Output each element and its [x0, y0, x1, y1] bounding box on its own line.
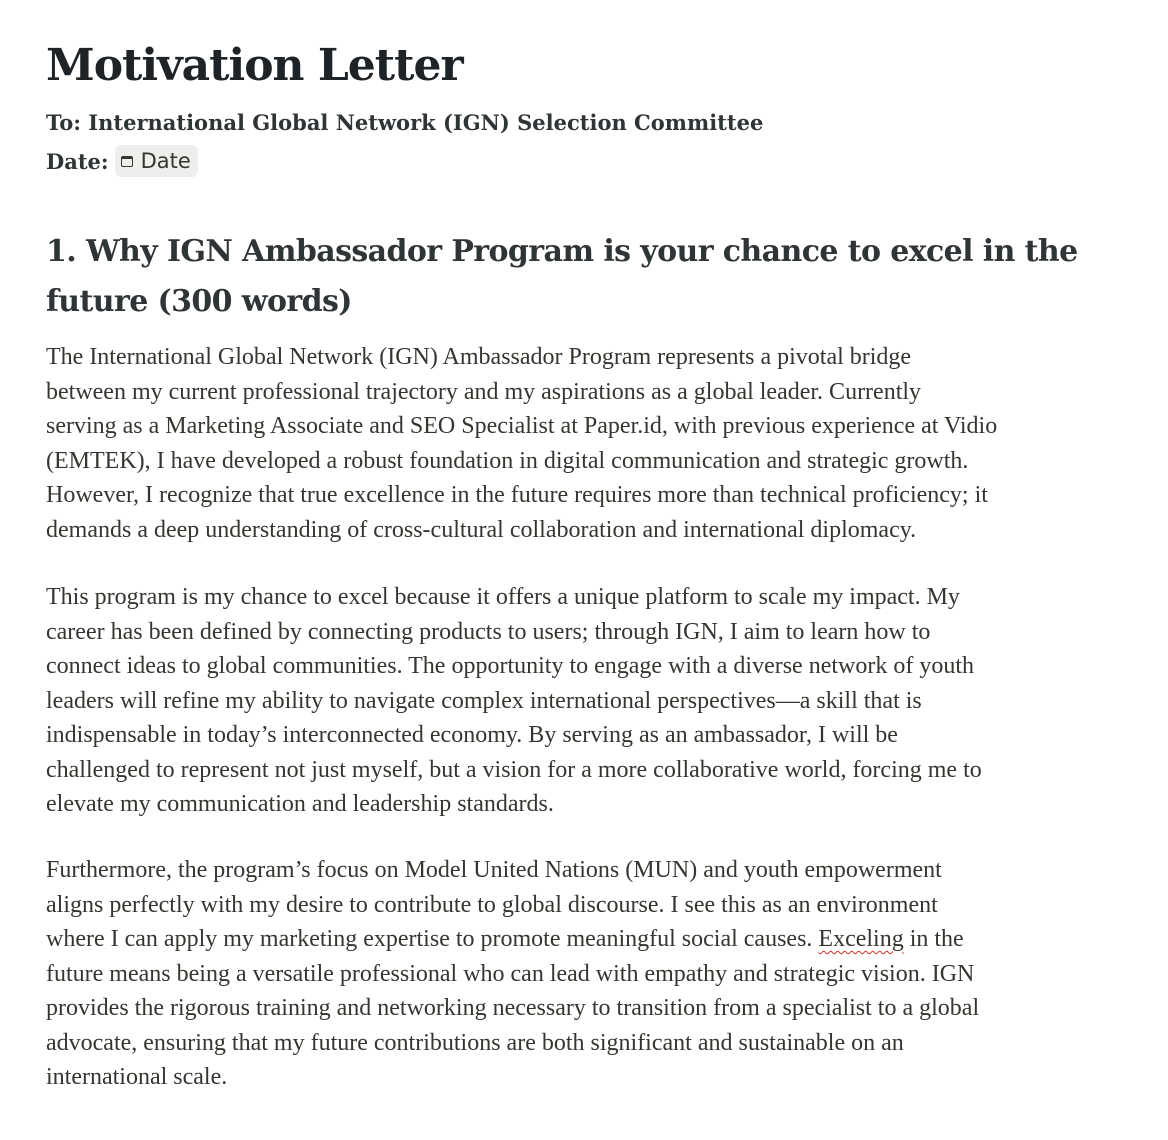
paragraph-line: demands a deep understanding of cross-cultural collaboration and international diplomacy.: [46, 516, 917, 543]
paragraph-line: aligns perfectly with my desire to contribute to global discourse. I see this as an environment: [46, 891, 938, 918]
paragraph-line: (EMTEK), I have developed a robust foundation in digital communication and strategic growth.: [46, 447, 969, 474]
paragraph-1[interactable]: [46, 340, 1136, 547]
date-chip-label: Date: [140, 149, 191, 173]
paragraph-line: leaders will refine my ability to navigate complex international perspectives—a skill that is: [46, 687, 922, 714]
page-title[interactable]: Motivation Letter: [46, 40, 463, 91]
paragraph-line: between my current professional trajectory and my aspirations as a global leader. Currently: [46, 378, 922, 405]
paragraph-line: serving as a Marketing Associate and SEO Specialist at Paper.id, with previous experience at Vidio: [46, 413, 998, 439]
paragraph-line: challenged to represent not just myself, but a vision for a more collaborative world, forcing me to: [46, 756, 982, 783]
section-heading[interactable]: 1. Why IGN Ambassador Program is your chance to excel in the future (300 words): [46, 234, 1078, 319]
paragraph-line-text: where I can apply my marketing expertise to promote meaningful social causes.: [46, 926, 813, 952]
recipient-line[interactable]: To: International Global Network (IGN) Selection Committee: [46, 110, 764, 135]
paragraph-line: career has been defined by connecting products to users; through IGN, I aim to learn how to: [46, 618, 931, 645]
paragraph-line: However, I recognize that true excellence in the future requires more than technical proficiency; it: [46, 482, 988, 508]
paragraph-line: indispensable in today’s interconnected economy. By serving as an ambassador, I will be: [46, 722, 898, 748]
paragraph-line: Furthermore, the program’s focus on Model United Nations (MUN) and youth empowerment: [46, 857, 942, 883]
date-mention-chip[interactable]: [115, 145, 198, 177]
paragraph-line: advocate, ensuring that my future contributions are both significant and sustainable on an: [46, 1029, 904, 1056]
paragraph-line: [46, 922, 1136, 957]
paragraph-line: international scale.: [46, 1064, 228, 1090]
paragraph-2[interactable]: [46, 580, 1136, 822]
paragraph-line: provides the rigorous training and networking necessary to transition from a specialist to a global: [46, 995, 980, 1021]
paragraph-3[interactable]: [46, 853, 1136, 1095]
date-line: [46, 145, 198, 177]
paragraph-line: connect ideas to global communities. The opportunity to engage with a diverse network of youth: [46, 653, 975, 679]
paragraph-line: future means being a versatile professional who can lead with empathy and strategic vision. IGN: [46, 960, 975, 987]
calendar-icon: [121, 156, 133, 167]
spellcheck-flagged-word[interactable]: Exceling: [818, 926, 904, 952]
paragraph-line: elevate my communication and leadership standards.: [46, 791, 554, 817]
paragraph-line: The International Global Network (IGN) Ambassador Program represents a pivotal bridge: [46, 344, 912, 370]
paragraph-line-text: in the: [903, 926, 964, 952]
paragraph-line: This program is my chance to excel because it offers a unique platform to scale my impact. My: [46, 584, 960, 610]
date-label: Date:: [46, 148, 109, 174]
